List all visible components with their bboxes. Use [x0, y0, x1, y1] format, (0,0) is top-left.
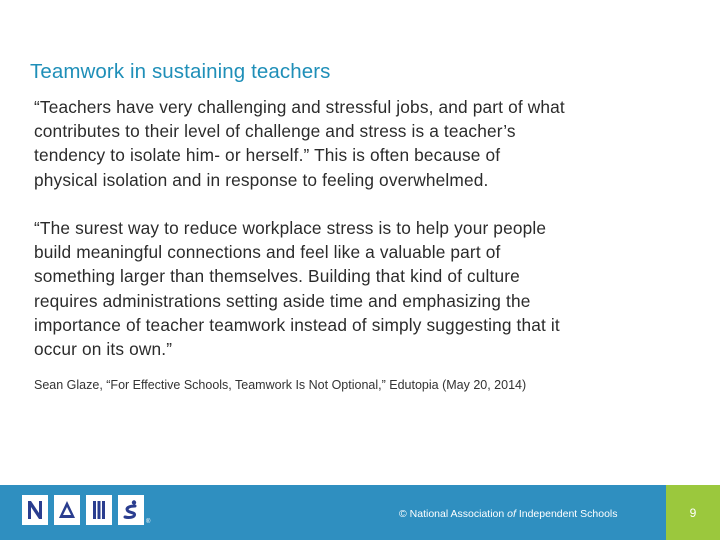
- quote-paragraph-1: [34, 95, 674, 192]
- copyright-text: [399, 508, 618, 520]
- quote-line: contributes to their level of challenge and stress is a teacher’s: [34, 121, 516, 142]
- footer-bar: [0, 485, 720, 540]
- quote-line: tendency to isolate him- or herself.” This is often because of: [34, 145, 501, 166]
- copyright-part: Independent Schools: [515, 508, 618, 520]
- page-number: 9: [689, 506, 697, 520]
- quote-paragraph-2: [34, 216, 674, 361]
- quote-line: “Teachers have very challenging and stressful jobs, and part of what: [34, 97, 565, 117]
- logo-tile-a: [54, 495, 80, 525]
- logo-triangle-icon: [57, 499, 77, 521]
- page-number-box: [666, 485, 720, 540]
- logo-bars-icon: [89, 499, 109, 521]
- quote-line: occur on its own.”: [34, 339, 173, 360]
- nais-logo: [22, 495, 144, 525]
- quote-line: requires administrations setting aside time and emphasizing the: [34, 290, 531, 311]
- registered-mark: ®: [146, 519, 151, 525]
- citation: Sean Glaze, “For Effective Schools, Teamwork Is Not Optional,” Edutopia (May 20, 2014): [34, 378, 527, 392]
- copyright-part: © National Association: [399, 508, 508, 520]
- logo-figure-s-icon: [121, 499, 141, 521]
- quote-line: something larger than themselves. Building that kind of culture: [34, 266, 520, 287]
- quote-line: physical isolation and in response to feeling overwhelmed.: [34, 169, 489, 190]
- logo-tile-i: [86, 495, 112, 525]
- quote-line: “The surest way to reduce workplace stress is to help your people: [34, 218, 547, 238]
- copyright-of: of: [507, 508, 516, 520]
- quote-line: build meaningful connections and feel like a valuable part of: [34, 242, 501, 263]
- logo-tile-n: [22, 495, 48, 525]
- quote-line: importance of teacher teamwork instead of simply suggesting that it: [34, 314, 560, 335]
- logo-n-icon: [25, 499, 45, 521]
- slide-title: Teamwork in sustaining teachers: [30, 60, 331, 83]
- logo-tile-s: [118, 495, 144, 525]
